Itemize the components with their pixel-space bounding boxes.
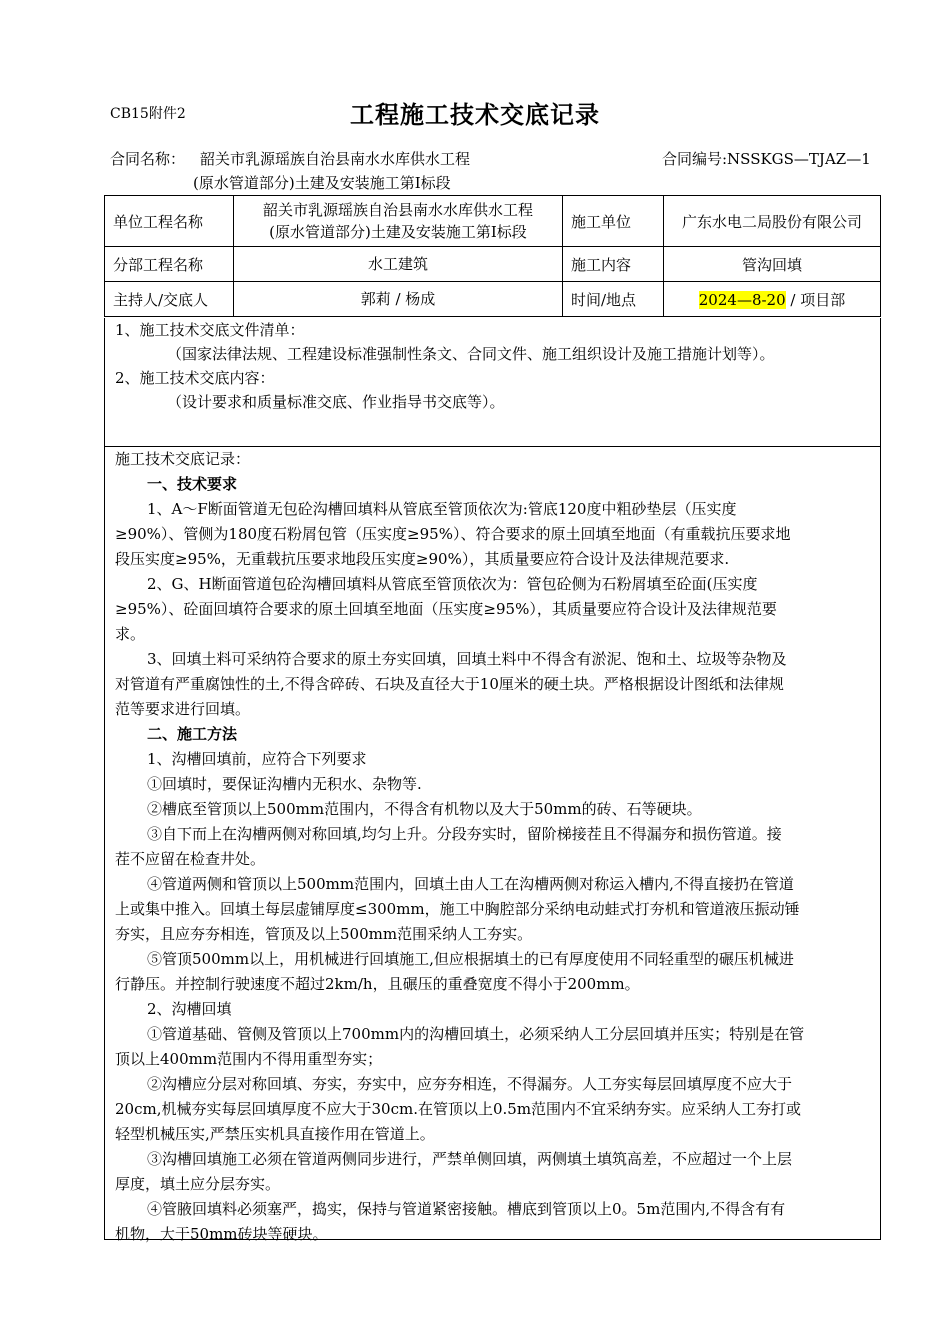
paragraph: ④管道两侧和管顶以上500mm范围内，回填土由人工在沟槽两侧对称运入槽内,不得直接扔在管道 上或集中推入。回填土每层虚铺厚度≤300mm，施工中胸腔部分采纳电动蛙式打夯机和管道液压振动锤 夯实，且应夯夯相连，管顶及以上500mm范围采纳人工夯实。 [115, 875, 800, 943]
paragraph: ③沟槽回填施工必须在管道两侧同步进行，严禁单侧回填，两侧填土填筑高差，不应超过一个上层 厚度，填土应分层夯实。 [115, 1150, 793, 1193]
page-title: 工程施工技术交底记录 [350, 101, 600, 129]
section-heading-tech: 一、技术要求 [147, 475, 238, 493]
content-heading: 2、施工技术交底内容： [115, 369, 275, 387]
file-list-desc: （国家法律法规、工程建设标准强制性条文、合同文件、施工组织设计及施工措施计划等）。 [167, 345, 775, 363]
paragraph: 1、A～F断面管道无包砼沟槽回填料从管底至管顶依次为:管底120度中粗砂垫层（压实度 ≥90%）、管侧为180度石粉屑包管（压实度≥95%）、符合要求的原土回填至地面（有重载抗压要求地 段压实度≥95%，无重载抗压要求地段压实度≥90%），其质量要应符合设计及法律规范要求. [115, 500, 791, 568]
paragraph: ⑤管顶500mm以上，用机械进行回填施工,但应根据填土的已有厚度使用不同轻重型的碾压机械进 行静压。并控制行驶速度不超过2km/h，且碾压的重叠宽度不得小于200mm。 [115, 950, 794, 993]
paragraph: 2、沟槽回填 [147, 1000, 232, 1018]
paragraph: 1、沟槽回填前，应符合下列要求 [147, 750, 367, 768]
host-label: 主持人/交底人 [105, 282, 234, 317]
paragraph: 3、回填土料可采纳符合要求的原土夯实回填，回填土料中不得含有淤泥、饱和土、垃圾等杂物及 对管道有严重腐蚀性的土,不得含碎砖、石块及直径大于10厘米的硬土块。严格根据设计图纸和法律规 范等要求进行回填。 [115, 650, 787, 718]
time-place-value [664, 282, 881, 317]
sub-project-label: 分部工程名称 [105, 247, 234, 282]
contract-name-line2: (原水管道部分)土建及安装施工第Ⅰ标段 [193, 174, 451, 192]
sub-project-value: 水工建筑 [234, 247, 563, 282]
contract-number: 合同编号:NSSKGS—TJAZ—1 [662, 150, 871, 168]
unit-value [234, 196, 563, 247]
contractor-label: 施工单位 [563, 196, 664, 247]
place: / 项目部 [785, 290, 846, 309]
paragraph: ②沟槽应分层对称回填、夯实，夯实中，应夯夯相连，不得漏夯。人工夯实每层回填厚度不应大于 20cm,机械夯实每层回填厚度不应大于30cm.在管顶以上0.5m范围内不宜采纳夯实。应采纳人工夯打或 轻型机械压实,严禁压实机具直接作用在管道上。 [115, 1075, 802, 1143]
paragraph: ③自下而上在沟槽两侧对称回填,均匀上升。分段夯实时，留阶梯接茬且不得漏夯和损伤管道。接 茬不应留在检查井处。 [115, 825, 782, 868]
date-highlight: 2024—8-20 [698, 290, 786, 309]
record-box [104, 446, 881, 1243]
paragraph: 2、G、H断面管道包砼沟槽回填料从管底至管顶依次为：管包砼侧为石粉屑填至砼面(压实度 ≥95%）、砼面回填符合要求的原土回填至地面（压实度≥95%），其质量要应符合设计及法律规范要 求。 [115, 575, 777, 643]
paragraph: ①管道基础、管侧及管顶以上700mm内的沟槽回填土，必须采纳人工分层回填并压实；特别是在管 顶以上400mm范围内不得用重型夯实； [115, 1025, 805, 1068]
file-list-box [104, 318, 881, 447]
contract-name-label: 合同名称： [110, 150, 186, 168]
file-list-heading: 1、施工技术交底文件清单： [115, 321, 305, 339]
unit-value-line2: (原水管道部分)土建及安装施工第Ⅰ标段 [269, 223, 527, 241]
unit-value-line1: 韶关市乳源瑶族自治县南水水库供水工程 [262, 201, 533, 219]
content-label: 施工内容 [563, 247, 664, 282]
unit-label: 单位工程名称 [105, 196, 234, 247]
info-table [104, 195, 881, 317]
content-desc: （设计要求和质量标准交底、作业指导书交底等）。 [167, 393, 505, 411]
paragraph: ②槽底至管顶以上500mm范围内，不得含有机物以及大于50mm的砖、石等硬块。 [147, 800, 702, 818]
form-code: CB15附件2 [110, 106, 186, 122]
host-value: 郭莉 / 杨成 [234, 282, 563, 317]
paragraph: ④管腋回填料必须塞严，捣实，保持与管道紧密接触。槽底到管顶以上0。5m范围内,不得含有有 机物，大于50mm砖块等硬块。 [115, 1200, 786, 1243]
time-label: 时间/地点 [563, 282, 664, 317]
contractor-value: 广东水电二局股份有限公司 [664, 196, 881, 247]
content-value: 管沟回填 [664, 247, 881, 282]
section-heading-method: 二、施工方法 [147, 725, 238, 743]
record-label: 施工技术交底记录： [115, 450, 251, 468]
paragraph: ①回填时，要保证沟槽内无积水、杂物等. [147, 775, 422, 793]
contract-name-line1: 韶关市乳源瑶族自治县南水水库供水工程 [200, 150, 471, 168]
